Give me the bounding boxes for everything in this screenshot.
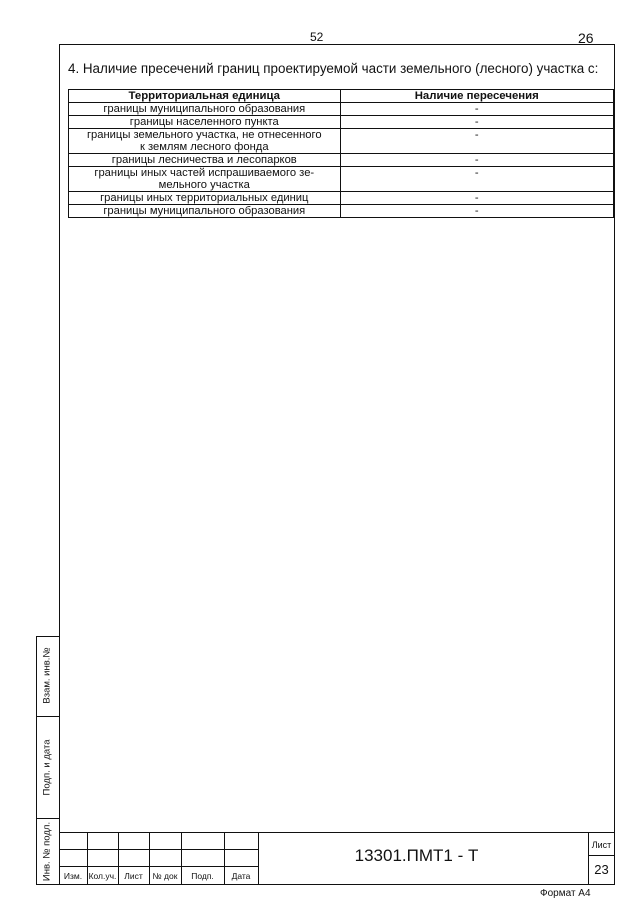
title-label-podp: Подп. bbox=[191, 871, 214, 881]
sheet-number-top: 26 bbox=[578, 30, 594, 46]
side-label-inv: Инв. № подл. bbox=[41, 821, 53, 882]
side-label-podp: Подп. и дата bbox=[41, 739, 53, 796]
territorial-unit-cell: границы иных частей испрашиваемого зе- мельного участка bbox=[69, 167, 341, 192]
intersection-value-cell: - bbox=[340, 192, 613, 205]
territorial-unit-cell: границы муниципального образования bbox=[69, 103, 341, 116]
territorial-unit-cell: границы населенного пункта bbox=[69, 116, 341, 129]
intersection-value-cell: - bbox=[340, 103, 613, 116]
list-number: 23 bbox=[594, 862, 609, 877]
territorial-unit-cell: границы лесничества и лесопарков bbox=[69, 154, 341, 167]
table-row bbox=[69, 103, 614, 116]
territorial-unit-cell: границы муниципального образования bbox=[69, 205, 341, 218]
table-row bbox=[69, 116, 614, 129]
list-label: Лист bbox=[591, 840, 612, 850]
intersection-value-cell: - bbox=[340, 167, 613, 192]
table-row bbox=[69, 205, 614, 218]
title-label-doc: № док bbox=[152, 871, 178, 881]
intersection-value-cell: - bbox=[340, 154, 613, 167]
title-label-kol-uch: Кол.уч. bbox=[88, 871, 117, 881]
format-label: Формат А4 bbox=[540, 888, 591, 899]
title-block-row-line bbox=[59, 849, 259, 850]
table-row bbox=[69, 167, 614, 192]
column-header-unit: Территориальная единица bbox=[69, 90, 341, 103]
table-row bbox=[69, 192, 614, 205]
territorial-unit-cell: границы земельного участка, не отнесенного к землям лесного фонда bbox=[69, 129, 341, 154]
table-row bbox=[69, 154, 614, 167]
table-body bbox=[69, 103, 614, 218]
title-block-list-divider bbox=[588, 855, 615, 856]
title-label-list: Лист bbox=[124, 871, 143, 881]
intersection-value-cell: - bbox=[340, 205, 613, 218]
title-block-row-line bbox=[59, 866, 259, 867]
intersection-value-cell: - bbox=[340, 129, 613, 154]
intersections-table bbox=[68, 89, 614, 218]
table-row bbox=[69, 129, 614, 154]
side-label-vzam: Взам. инв.№ bbox=[41, 647, 53, 704]
column-header-intersection: Наличие пересечения bbox=[340, 90, 613, 103]
title-label-data: Дата bbox=[231, 871, 251, 881]
section-heading: 4. Наличие пресечений границ проектируемой части земельного (лесного) участка с: bbox=[68, 61, 599, 76]
document-code: 13301.ПМТ1 - Т bbox=[354, 846, 479, 865]
title-label-izm: Изм. bbox=[63, 871, 83, 881]
page-number: 52 bbox=[310, 30, 324, 44]
territorial-unit-cell: границы иных территориальных единиц bbox=[69, 192, 341, 205]
table-header-row bbox=[69, 90, 614, 103]
intersection-value-cell: - bbox=[340, 116, 613, 129]
